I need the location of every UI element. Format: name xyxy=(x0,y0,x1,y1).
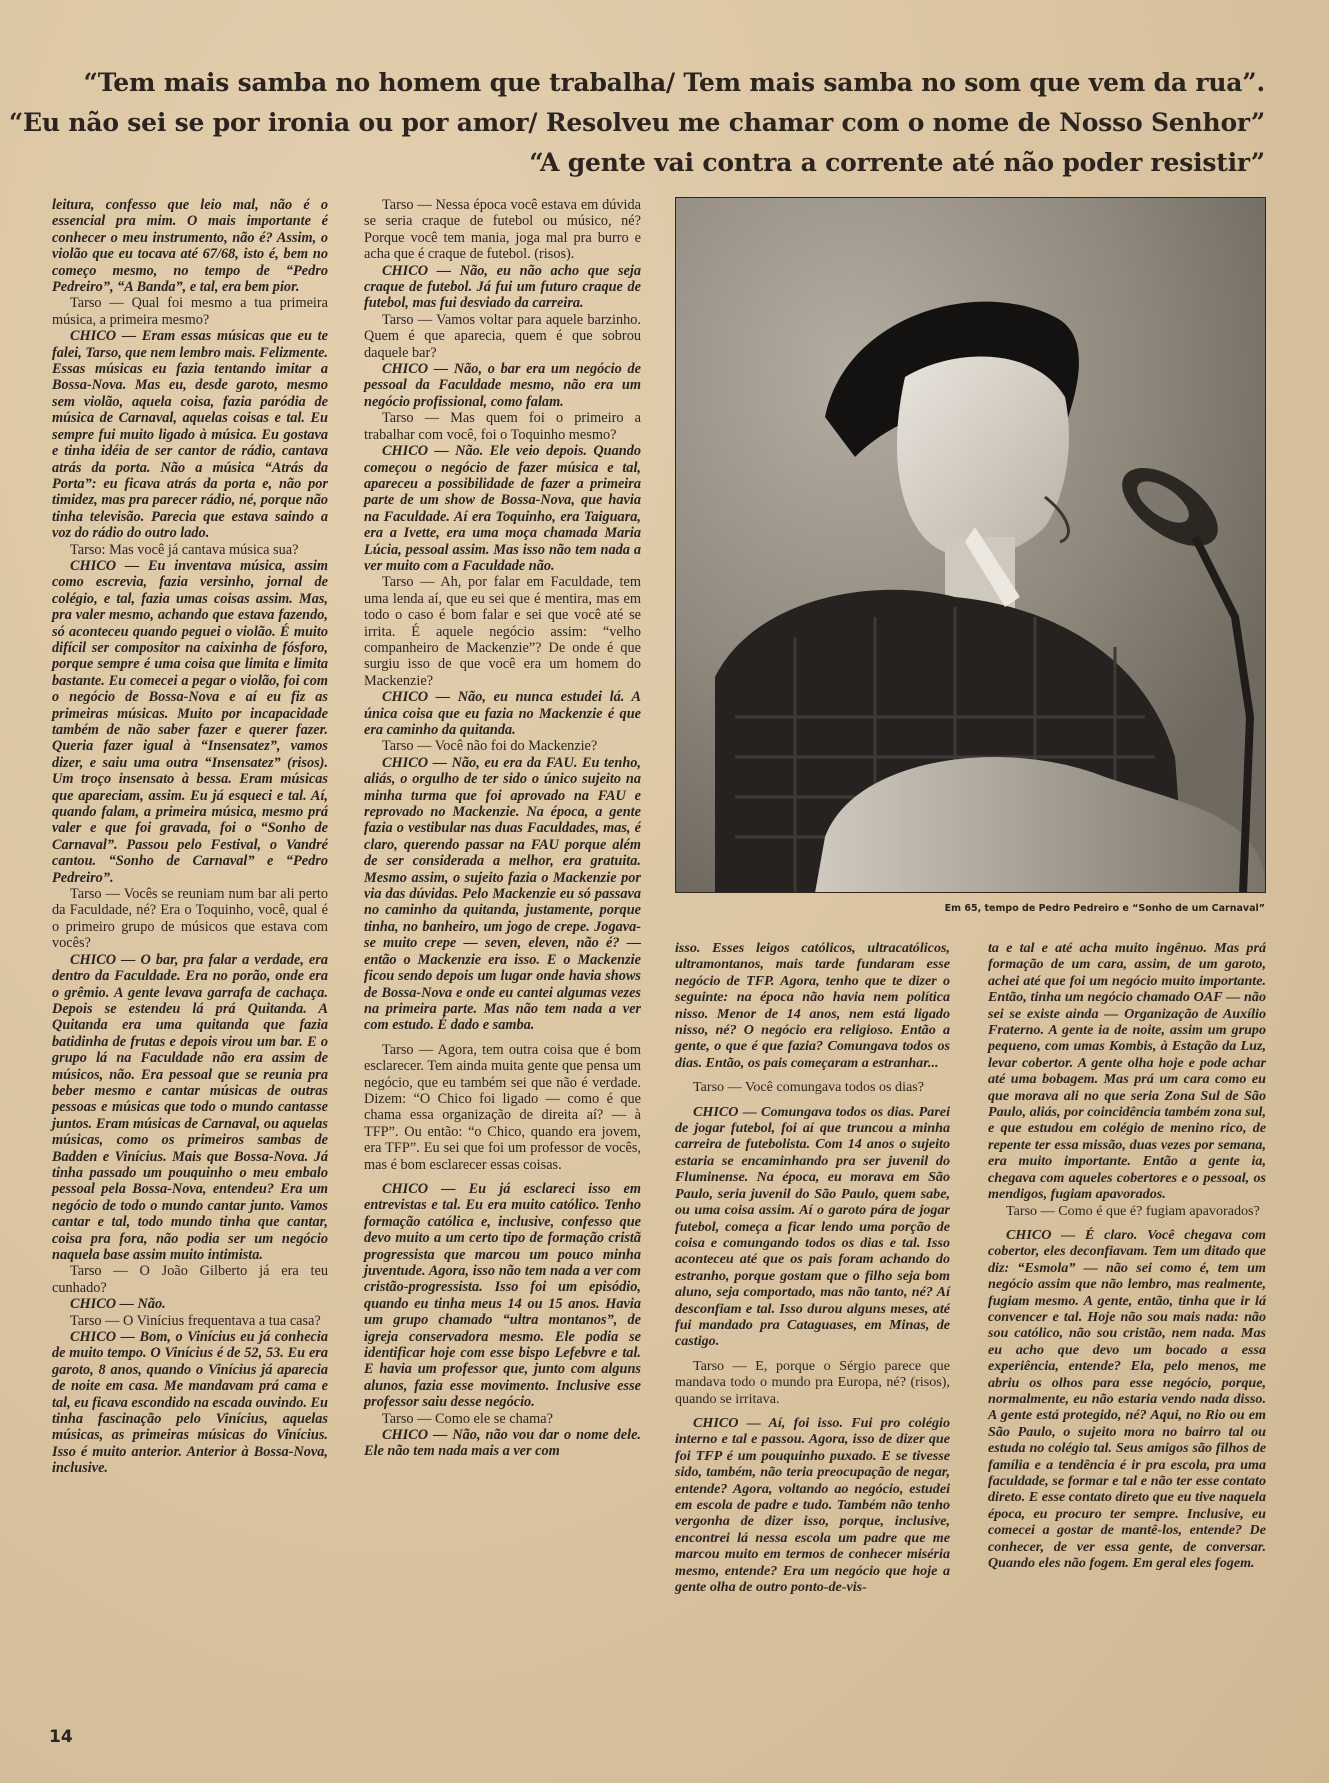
paragraph-text: ta e tal e até acha muito ingênuo. Mas prá formação de um cara, assim, de um garoto, achei até que foi um negócio muito importante. Então, tinha um negócio chamado OAF — não sei se existe ainda — Organização de Auxílio Fraterno. A gente ia de noite, assim um grupo pequeno, com umas Kombis, à Estação da Luz, levar cobertor. A gente olha hoje e pode achar até uma bobagem. Mas prá um cara como eu que morava ali no que seria Zona Sul de São Paulo, aliás, por coincidência também zona sul, e que estudou em colégio de menino rico, de repente ter essa missão, duas vezes por semana, era muito importante. Então a gente ia, chegava com aqueles cobertores e o pessoal, os mendigos, fugiam apavorados. xyxy=(988,940,1266,1203)
question-paragraph xyxy=(364,574,641,689)
paragraph-text: — O bar, pra falar a verdade, era dentro da Faculdade. Era no porão, onde era o grêmio. A gente levava garrafa de cachaça. Depois se estendeu lá prá Quitanda. A Quitanda era uma quitanda que fazia batidinha de frutas e depois virou um bar. E o grupo lá na Faculdade não era assim de músicos, não. Era pessoal que se reunia pra beber mesmo e cantar músicas de outras pessoas e músicas que todo o mundo cantasse juntos. Eram músicas de Carnaval, ou aquelas músicas, como os primeiros sambas de Badden e Vinícius. Mais que Bossa-Nova. Já tinha passado um pouquinho o meu embalo pessoal pela Bossa-Nova, entendeu? Era um negócio de todo o mundo cantar junto. Vamos cantar e tal, todo mundo tinha que cantar, coisa pra fora, não podia ser um negócio naquela base assim muito intimista. xyxy=(52,951,328,1263)
speaker-name: Tarso: xyxy=(70,541,106,558)
speaker-name: CHICO xyxy=(70,951,117,968)
speaker-name: CHICO xyxy=(693,1414,739,1431)
speaker-name: CHICO xyxy=(70,1329,117,1346)
answer-paragraph xyxy=(364,1427,641,1460)
text-column-3 xyxy=(675,940,950,1595)
paragraph-text: — O João Gilberto já era teu cunhado? xyxy=(52,1263,329,1296)
paragraph-text: — Como ele se chama? xyxy=(417,1410,553,1427)
answer-paragraph xyxy=(52,328,328,541)
paragraph-text: — Não. Ele veio depois. Quando começou o negócio de fazer música e tal, apareceu a possibilidade de fazer a primeira parte de um show de Bossa-Nova, que havia na Faculdade. Aí era Toquinho, era Taiguara, era a Ivette, era uma moça chamada Maria Lúcia, pessoal assim. Mas isso não tem nada a ver muito com a Faculdade não. xyxy=(364,443,642,574)
speaker-name: Tarso xyxy=(70,1312,102,1329)
answer-paragraph xyxy=(364,689,641,738)
answer-paragraph xyxy=(52,558,328,886)
speaker-name: CHICO xyxy=(382,262,429,279)
photo-singer-with-guitar xyxy=(675,197,1266,893)
paragraph-text: — Eram essas músicas que eu te falei, Tarso, que nem lembro mais. Felizmente. Essas músicas eu fazia tentando imitar a Bossa-Nova. Mas eu, desde garoto, mesmo sem violão, aquela coisa, fazia paródia de música de Carnaval, aquelas coisas e tal. Eu sempre fui muito ligado à música. Eu gostava e tinha idéia de ser cantor de rádio, cantava atrás da porta. Não a música “Atrás da Porta”: eu ficava atrás da porta e, não por timidez, mas pra parecer rádio, né, porque não tinha televisão. Parecia que estava saindo a voz do rádio do outro lado. xyxy=(52,328,328,542)
question-paragraph xyxy=(364,197,641,263)
paragraph-text: — Nessa época você estava em dúvida se seria craque de futebol ou músico, né? Porque você tem mania, joga mal pra burro e acha que é craque de futebol. (risos). xyxy=(364,197,641,263)
paragraph-text: — Não, o bar era um negócio de pessoal da Faculdade mesmo, não era um negócio profissional, como falam. xyxy=(364,361,641,410)
speaker-name: Tarso xyxy=(382,311,414,328)
speaker-name: Tarso xyxy=(693,1079,725,1096)
paragraph-text: — É claro. Você chegava com cobertor, eles deconfiavam. Tem um ditado que diz: “Esmola” — não sei como é, tem um negócio assim que não lembro, mas realmente, fugiam mesmo. A gente, então, tinha que ir lá convencer e tal. Hoje não sou mais nada: não sou católico, não sou cristão, nem nada. Mas eu acho que devo um bocado a essa experiência, entende? Ela, pelo menos, me abriu os olhos para esse negócio, porque, normalmente, eu não estaria vendo nada disso. A gente está protegido, né? Aqui, no Rio ou em São Paulo, o sujeito mora no bairro tal ou estuda no colégio tal. Seus amigos são filhos de família e a tendência é ir pra escola, pra uma faculdade, se formar e tal e não ter esse contato direto. E esse contato direto que eu tive naquela época, eu procuro ter sempre. Inclusive, eu comecei a gostar de mantê-los, entende? De conhecer, de ver essa gente, de conversar. Quando eles não fogem. Em geral eles fogem. xyxy=(988,1226,1266,1572)
speaker-name: Tarso xyxy=(693,1357,725,1374)
text-column-4 xyxy=(988,940,1266,1571)
answer-paragraph xyxy=(988,1227,1266,1572)
paragraph-text: — Mas quem foi o primeiro a trabalhar com você, foi o Toquinho mesmo? xyxy=(364,410,642,443)
speaker-name: CHICO xyxy=(382,443,429,460)
paragraph-text: — Eu já esclareci isso em entrevistas e tal. Eu era muito católico. Tenho formação católica e, inclusive, confesso que devo muito a um certo tipo de formação cristã progressista que marcou um pouco minha juventude. Agora, isso não tem nada a ver com cristão-progressista. Isso foi um episódio, quando eu tinha meus 14 ou 15 anos. Havia um grupo chamado “ultra montanos”, de igreja conservadora mesmo. Ele podia se identificar hoje com esse bispo Lefebvre e tal. E havia um professor que, junto com alguns alunos, fazia esse movimento. Inclusive esse professor saiu desse negócio. xyxy=(364,1180,642,1411)
paragraph-text: — Vocês se reuniam num bar ali perto da Faculdade, né? Era o Toquinho, você, qual é o primeiro grupo de músicos que estava com vocês? xyxy=(52,886,328,952)
paragraph-text: — E, porque o Sérgio parece que mandava todo o mundo pra Europa, né? (risos), quando se irritava. xyxy=(675,1357,950,1407)
photo-caption: Em 65, tempo de Pedro Pedreiro e “Sonho de um Carnaval” xyxy=(944,903,1265,914)
speaker-name: CHICO xyxy=(693,1103,739,1120)
paragraph-text: — Bom, o Vinícius eu já conhecia de muito tempo. O Vinícius é de 52, 53. Eu era garoto, 8 anos, quando o Vinícius já aparecia de noite em casa. Me mandavam prá cama e tal, eu ficava escondido na escada ouvindo. Eu tinha fascinação pelo Vinícius, aquelas músicas, as primeiras músicas do Vinícius. Isso é muito anterior. Anterior à Bossa-Nova, inclusive. xyxy=(52,1329,329,1477)
answer-paragraph xyxy=(988,940,1266,1203)
answer-paragraph xyxy=(364,443,641,574)
speaker-name: CHICO xyxy=(382,754,429,771)
speaker-name: Tarso xyxy=(1006,1202,1038,1219)
question-paragraph xyxy=(52,1313,328,1329)
paragraph-text: — Não, não vou dar o nome dele. Ele não tem nada mais a ver com xyxy=(364,1427,641,1460)
paragraph-text: — Não, eu não acho que seja craque de futebol. Já fui um futuro craque de futebol, mas fui desviado da carreira. xyxy=(364,262,641,312)
question-paragraph xyxy=(675,1079,950,1095)
pull-quote-1: “Tem mais samba no homem que trabalha/ Tem mais samba no som que vem da rua”. xyxy=(83,68,1265,97)
speaker-name: Tarso xyxy=(70,886,102,903)
question-paragraph xyxy=(364,312,641,361)
answer-paragraph xyxy=(364,755,641,1034)
question-paragraph xyxy=(364,410,641,443)
paragraph-text: — Como é que é? fugiam apavorados? xyxy=(1040,1202,1260,1219)
paragraph-text: — Não, eu nunca estudei lá. A única coisa que eu fazia no Mackenzie é que era caminho da quitanda. xyxy=(364,689,641,738)
speaker-name: Tarso xyxy=(382,410,414,427)
answer-paragraph xyxy=(675,1415,950,1595)
answer-paragraph xyxy=(364,263,641,312)
photo-image xyxy=(675,197,1266,893)
speaker-name: Tarso xyxy=(382,197,414,213)
paragraph-text: — Agora, tem outra coisa que é bom esclarecer. Tem ainda muita gente que pensa um negócio, que eu também sei que não é verdade. Dizem: “O Chico foi ligado — como é que chama essa organização de direita aí? — à TFP”. Ou então: “o Chico, quando era jovem, era TFP”. Eu sei que foi um professor de vocês, mas é bom esclarecer essas coisas. xyxy=(364,1041,641,1173)
text-column-2 xyxy=(364,197,641,1460)
speaker-name: Tarso xyxy=(382,738,414,755)
answer-paragraph xyxy=(52,197,328,295)
paragraph-text: — Eu inventava música, assim como escrevia, fazia versinho, jornal de colégio, e tal, fazia umas coisas assim. Mas, pra valer mesmo, achando que estava fazendo, só aconteceu quando peguei o violão. É muito difícil ser compositor na caixinha de fósforo, porque sempre é uma coisa que limita e limita bastante. Eu comecei a pegar o violão, foi com o negócio de Bossa-Nova e aí eu fiz as primeiras músicas. Muito por incapacidade também de não saber fazer e querer fazer. Queria fazer igual à “Insensatez”, vamos dizer, e saiu uma outra “Insensatez” (risos). Um troço insensato à bessa. Eram músicas que apareciam, assim. Eu já esqueci e tal. Aí, quando falam, a primeira música, mesmo prá valer e que foi gravada, foi o “Sonho de Carnaval”. Passou pelo Festival, o Vandré cantou. “Sonho de Carnaval” e “Pedro Pedreiro”. xyxy=(52,557,328,886)
paragraph-text: — Ah, por falar em Faculdade, tem uma lenda aí, que eu sei que é mentira, mas em todo o caso é bom falar e sei que você até se irrita. É aquele negócio assim: “velho companheiro de Mackenzie”? De onde é que surgiu isso de que você era um homem do Mackenzie? xyxy=(364,574,641,689)
question-paragraph xyxy=(364,1042,641,1173)
paragraph-text: Mas você já cantava música sua? xyxy=(109,541,299,558)
speaker-name: CHICO xyxy=(1006,1226,1052,1243)
speaker-name: CHICO xyxy=(382,361,429,378)
speaker-name: CHICO xyxy=(382,1427,429,1444)
question-paragraph xyxy=(52,886,328,952)
speaker-name: Tarso xyxy=(382,574,414,591)
question-paragraph xyxy=(675,1358,950,1407)
answer-paragraph xyxy=(675,1104,950,1350)
speaker-name: Tarso xyxy=(382,1410,414,1427)
paragraph-text: — Aí, foi isso. Fui pro colégio interno e tal e passou. Agora, isso de dizer que foi TFP é um pouquinho puxado. E se tivesse sido, também, não teria preocupação de negar, entende? Agora, voltando ao negócio, estudei em escola de padre e tudo. Também não tenho vergonha de dizer isso, porque, inclusive, encontrei lá nessa escola um padre que me marcou muito em termos de conhecer miséria mesmo, entende? Era um negócio que hoje a gente olha de outro ponto-de-vis- xyxy=(675,1414,950,1596)
question-paragraph xyxy=(988,1203,1266,1219)
speaker-name: CHICO xyxy=(70,1296,117,1313)
paragraph-text: — Você comungava todos os dias? xyxy=(727,1079,925,1096)
text-column-1 xyxy=(52,197,328,1477)
speaker-name: CHICO xyxy=(382,689,429,706)
page-number: 14 xyxy=(49,1727,73,1747)
paragraph-text: — Não. xyxy=(119,1296,166,1313)
question-paragraph xyxy=(52,542,328,558)
answer-paragraph xyxy=(52,1329,328,1477)
question-paragraph xyxy=(52,1263,328,1296)
speaker-name: CHICO xyxy=(70,557,117,574)
paragraph-text: — Comungava todos os dias. Parei de jogar futebol, foi aí que truncou a minha carreira de futebolista. Com 14 anos o sujeito estaria se encaminhando pra ser juvenil do Fluminense. Na época, eu morava em São Paulo, seria juvenil do São Paulo, quem sabe, ou uma coisa assim. Aí o garoto pára de jogar futebol, começa a ficar lendo uma porção de coisa e comungando todos os dias e tal. Isso aconteceu até que os pais foram achando do estranho, porque gostam que o filho seja bom aluno, seja comportado, mas não tanto, né? Aí desconfiam e tal. Isso durou alguns meses, até fui mandado pra Cataguases, em Minas, de castigo. xyxy=(675,1103,950,1350)
question-paragraph xyxy=(364,738,641,754)
paragraph-text: — Vamos voltar para aquele barzinho. Quem é que aparecia, quem é que sobrou daquele bar? xyxy=(364,311,641,361)
speaker-name: Tarso xyxy=(70,1263,102,1280)
answer-paragraph xyxy=(52,1296,328,1312)
answer-paragraph xyxy=(52,952,328,1264)
answer-paragraph xyxy=(364,1181,641,1411)
paragraph-text: leitura, confesso que leio mal, não é o essencial pra mim. O mais importante é conhecer o meu instrumento, não é? Assim, o violão que eu tocava até 67/68, isto é, bem no começo mesmo, no tempo de “Pedro Pedreiro”, “A Banda”, e tal, era bem pior. xyxy=(52,197,328,296)
paragraph-text: — Você não foi do Mackenzie? xyxy=(417,738,598,755)
speaker-name: CHICO xyxy=(70,328,117,345)
pull-quote-2: “Eu não sei se por ironia ou por amor/ Resolveu me chamar com o nome de Nosso Senhor” xyxy=(8,108,1265,137)
paragraph-text: isso. Esses leigos católicos, ultracatólicos, ultramontanos, mais tarde fundaram esse negócio de TFP. Agora, tenho que te dizer o seguinte: na época não havia nem política nisso. Menor de 14 anos, nem está ligado nisso, né? O negócio era religioso. Então a gente, o que é que fazia? Comungava todos os dias. Então, os pais começaram a estranhar... xyxy=(675,940,950,1071)
paragraph-text: — Qual foi mesmo a tua primeira música, a primeira mesmo? xyxy=(52,295,329,328)
question-paragraph xyxy=(52,295,328,328)
question-paragraph xyxy=(364,1411,641,1427)
paragraph-text: — Não, eu era da FAU. Eu tenho, aliás, o orgulho de ter sido o único sujeito na minha turma que foi aprovado na FAU e reprovado no Mackenzie. Na época, a gente fazia o vestibular nas duas Faculdades, mas, é claro, querendo passar na FAU porque além de ser considerada a melhor, era gratuita. Mesmo assim, o sujeito fazia o Mackenzie por via das dúvidas. Pelo Mackenzie eu só passava no caminho da quitanda, justamente, porque tinha, no banheiro, um jogo de crepe. Jogava-se muito crepe — seven, eleven, não é? — então o Mackenzie era isso. E o Mackenzie ficou sendo depois um lugar onde havia shows de Bossa-Nova e onde eu cantei algumas vezes na primeira parte. Mas não tem nada a ver com estudo. É dado e samba. xyxy=(364,754,641,1034)
answer-paragraph xyxy=(675,940,950,1071)
speaker-name: Tarso xyxy=(382,1041,414,1058)
speaker-name: CHICO xyxy=(382,1180,429,1197)
answer-paragraph xyxy=(364,361,641,410)
paragraph-text: — O Vinícius frequentava a tua casa? xyxy=(105,1312,321,1329)
speaker-name: Tarso xyxy=(70,295,102,312)
pull-quote-3: “A gente vai contra a corrente até não poder resistir” xyxy=(529,148,1265,177)
